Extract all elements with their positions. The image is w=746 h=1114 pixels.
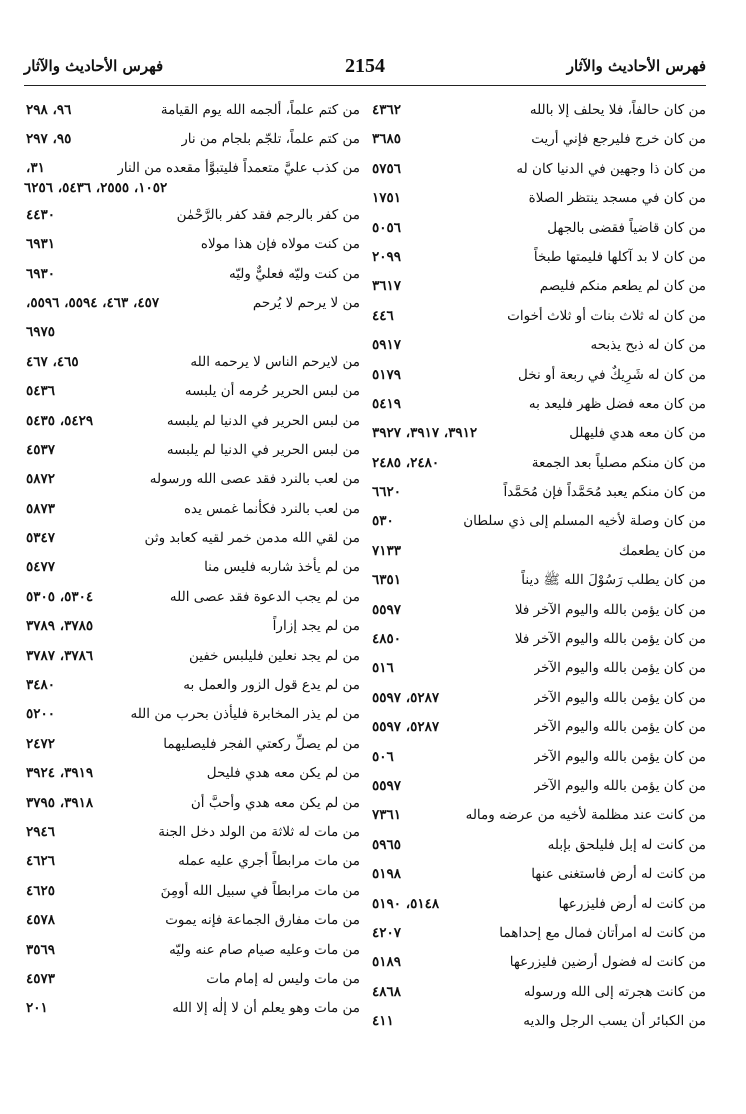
index-entry [24,818,360,847]
entry-text: من لايرحم الناس لا يرحمه الله [190,353,360,370]
header-rule [24,85,706,86]
entry-refs: ٥٣٠ [372,513,394,530]
entry-text: من كان يؤمن بالله واليوم الآخر [533,719,706,736]
index-entry [370,948,706,977]
entry-refs: ٤١١ [372,1013,394,1030]
index-entry [370,155,706,184]
index-entry [370,419,706,448]
index-entry [370,596,706,625]
index-entry [370,772,706,801]
entry-refs: ٥٩١٧ [372,337,402,354]
entry-text: من لبس الحرير في الدنيا لم يلبسه [166,412,360,429]
entry-text: من كانت له فضول أرضين فليزرعها [509,954,706,971]
entry-refs: ٩٦، ٢٩٨ [26,102,72,118]
index-entry [24,877,360,906]
entry-text: من كان قاضياً فقضى بالجهل [547,219,706,236]
index-entry [24,125,360,154]
index-entry [370,302,706,331]
index-entry [370,272,706,301]
entry-text: من كانت هجرته إلى الله ورسوله [523,983,706,1000]
entry-refs: ٤٨٥٠ [372,631,402,648]
entry-refs: ٥٥٩٧ [372,601,402,618]
entry-refs: ٦٣٥١ [372,572,402,589]
entry-text: من كان خرج فليرجع فإني أريت [531,131,706,148]
entry-text: من كان منكم مصلياً بعد الجمعة [531,454,706,471]
entry-text: من لم يكن معه هدي فليحل [206,765,360,782]
index-entry [24,465,360,494]
index-entry [24,671,360,700]
entry-text: من لقي الله مدمن خمر لقيه كعابد وثن [144,530,360,547]
index-entry [370,566,706,595]
header-title-right: فهرس الأحاديث والآثار [566,57,706,75]
entry-text: من لم يجد نعلين فليلبس خفين [189,647,360,664]
entry-refs: ٤٨٦٨ [372,983,402,1000]
index-entry [24,436,360,465]
entry-text: من مات وليس له إمام مات [206,970,360,987]
entry-refs: ٥٣٤٧ [26,530,56,547]
entry-refs: ٣١، [26,159,45,176]
index-entry [24,495,360,524]
entry-text: من مات مرابطاً أجري عليه عمله [178,853,360,870]
index-entry [24,906,360,935]
entry-text: من لم يكن معه هدي وأحبَّ أن [190,794,360,811]
entry-refs: ٥٢٨٧، ٥٥٩٧ [372,719,440,736]
entry-refs: ٤٥٧٣ [26,970,56,987]
entry-refs: ٥٧٥٦ [372,160,402,177]
entry-refs: ١٧٥١ [372,190,402,207]
entry-refs: ٥٩٦٥ [372,836,402,853]
page-header [24,52,706,80]
index-entry [24,348,360,377]
entry-refs: ٥٢٨٧، ٥٥٩٧ [372,689,440,706]
index-entry [370,361,706,390]
entry-text: من كانت له امرأتان فمال مع إحداهما [499,924,706,941]
entry-refs: ٧٣٦١ [372,807,402,824]
entry-text: من لعب بالنرد فكأنما غمس يده [183,500,360,517]
entry-refs: ٦٩٣١ [26,236,56,253]
index-entry [370,243,706,272]
index-entry [370,831,706,860]
entry-text: من مات له ثلاثة من الولد دخل الجنة [158,823,360,840]
entry-refs: ٤٣٦٢ [372,102,402,118]
index-entry [370,478,706,507]
index-entry [24,201,360,230]
entry-text: من كان معه فضل ظهر فليعد به [528,395,706,412]
entry-text: من كانت عند مظلمة لأخيه من عرضه وماله [465,807,706,824]
index-entry [370,654,706,683]
index-entry [24,318,360,347]
index-entry [24,524,360,553]
entry-refs: ٢٤٧٢ [26,735,56,752]
entry-refs: ٣٧٨٦، ٣٧٨٧ [26,647,94,664]
entry-text: من كان له ثلاث بنات أو ثلاث أخوات [507,307,706,324]
entry-text: من كان يؤمن بالله واليوم الآخر [533,660,706,677]
index-entry [370,96,706,125]
entry-text: من كان له شَرِيكٌ في ربعة أو نخل [518,366,706,383]
entry-text: من لعب بالنرد فقد عصى الله ورسوله [149,471,360,488]
entry-refs: ٥١٧٩ [372,366,402,383]
entry-refs: ٥١٤٨، ٥١٩٠ [372,895,440,912]
index-entry [24,230,360,259]
entry-refs: ٤٦٢٥ [26,882,56,899]
entry-text: من كانت له أرض فليزرعها [558,895,706,912]
entry-text: من كان يؤمن بالله واليوم الآخر [533,748,706,765]
entry-refs: ٦٩٧٥ [26,324,56,341]
entry-refs-continued: ١٠٥٢، ٢٥٥٥، ٥٤٣٦، ٦٢٥٦ [24,179,168,196]
index-entry [24,260,360,289]
entry-refs: ٥٤٧٧ [26,559,56,576]
index-entry [370,537,706,566]
entry-text: من كان يؤمن بالله واليوم الآخر فلا [514,631,706,648]
index-entry [370,713,706,742]
entry-text: من كان حالفاً، فلا يحلف إلا بالله [529,102,706,118]
index-entry [24,936,360,965]
entry-text: من كانت له إبل فليلحق بإبله [547,836,706,853]
index-entry [370,390,706,419]
index-entry [24,700,360,729]
entry-refs: ٤٢٠٧ [372,924,402,941]
entry-refs: ٥١٨٩ [372,954,402,971]
index-entry [370,125,706,154]
page-number: 2154 [345,54,385,77]
entry-text: من كان ذا وجهين في الدنيا كان له [516,160,706,177]
index-entry [24,642,360,671]
entry-text: من كان منكم يعبد مُحَمَّداً فإن مُحَمَّداً [503,484,706,501]
entry-text: من مات مفارق الجماعة فإنه يموت [165,912,360,929]
entry-refs: ٦٦٢٠ [372,484,402,501]
entry-refs: ٣٩١٨، ٣٧٩٥ [26,794,94,811]
index-entry [370,890,706,919]
entry-refs: ٢٠١ [26,1000,48,1017]
entry-refs: ٥٨٧٢ [26,471,56,488]
entry-text: من كان لا بد آكلها فليمتها طبخاً [533,248,706,265]
index-column-right [370,96,706,1037]
entry-refs: ٤٦٥، ٤٦٧ [26,353,79,370]
entry-refs: ٥٠٥٦ [372,219,402,236]
entry-refs: ٣٧٨٥، ٣٧٨٩ [26,618,94,635]
entry-text: من كان يؤمن بالله واليوم الآخر [533,777,706,794]
entry-text: من مات مرابطاً في سبيل الله أومِنَ [160,882,360,899]
index-entry [24,847,360,876]
entry-text: من لم يجب الدعوة فقد عصى الله [169,588,360,605]
index-entry [370,1007,706,1036]
index-entry [24,994,360,1023]
entry-text: من كان يطعمك [618,542,706,559]
index-entry [24,759,360,788]
entry-text: من مات وهو يعلم أن لا إلٰه إلا الله [172,1000,360,1017]
entry-text: من كان معه هدي فليهلل [569,425,706,442]
entry-refs: ٣٤٨٠ [26,677,56,694]
entry-refs: ٢٤٨٠، ٢٤٨٥ [372,454,440,471]
index-entry [24,612,360,641]
entry-text: من الكبائر أن يسب الرجل والديه [523,1013,706,1030]
entry-refs: ٥٢٠٠ [26,706,56,723]
entry-text: من كذب عليَّ متعمداً فليتبوَّأ مقعده من النار [117,159,360,176]
entry-refs: ٤٦٢٦ [26,853,56,870]
index-entry [370,684,706,713]
entry-text: من كان له ذبح يذبحه [590,337,706,354]
entry-text: من لم يدع قول الزور والعمل به [183,677,360,694]
entry-refs: ٥٥٩٧ [372,777,402,794]
entry-text: من لم يصلِّ ركعتي الفجر فليصليهما [163,735,360,752]
index-entry [370,919,706,948]
entry-refs: ٦٩٣٠ [26,265,56,282]
index-entry [370,331,706,360]
entry-text: من كفر بالرجم فقد كفر بالرَّحْمٰن [176,206,360,223]
entry-refs: ٢٩٤٦ [26,823,56,840]
entry-refs: ٥١٩٨ [372,866,402,883]
index-entry [370,743,706,772]
entry-refs: ٤٤٣٠ [26,206,56,223]
header-title-left: فهرس الأحاديث والآثار [24,57,164,75]
entry-refs: ٥٤١٩ [372,395,402,412]
entry-text: من كنت وليّه فعليٌّ وليّه [228,265,360,282]
entry-refs: ٥٠٦ [372,748,394,765]
entry-refs: ٣٩١٩، ٣٩٢٤ [26,765,94,782]
entry-text: من كان لم يطعم منكم فليصم [539,278,706,295]
entry-refs: ٩٥، ٢٩٧ [26,131,72,148]
index-entry [370,449,706,478]
index-entry [24,155,360,201]
entry-refs: ٥١٦ [372,660,394,677]
index-entry [370,801,706,830]
entry-refs: ٣٩١٢، ٣٩١٧، ٣٩٢٧ [372,425,478,442]
entry-text: من كان يطلب رَسُوْلَ الله ﷺ ديناً [521,572,706,589]
entry-refs: ٤٥٣٧ [26,441,56,458]
index-entry [24,965,360,994]
index-entry [24,730,360,759]
index-entry [24,553,360,582]
entry-text: من لبس الحرير في الدنيا لم يلبسه [166,441,360,458]
entry-refs: ٧١٣٣ [372,542,402,559]
entry-text: من كان وصلة لأخيه المسلم إلى ذي سلطان [463,513,706,530]
entry-refs: ٣٥٦٩ [26,941,56,958]
index-entry [370,184,706,213]
index-entry [370,507,706,536]
entry-text: من لم يأخذ شاربه فليس منا [204,559,360,576]
entry-refs: ٤٤٦ [372,307,394,324]
entry-text: من كانت له أرض فاستغنى عنها [531,866,706,883]
entry-refs: ٥٣٠٤، ٥٣٠٥ [26,588,94,605]
entry-refs: ٥٤٢٩، ٥٤٣٥ [26,412,94,429]
entry-text: من مات وعليه صيام صام عنه وليّه [169,941,360,958]
index-entry [24,407,360,436]
index-entry [370,860,706,889]
entry-text: من كتم علماً، تلجّم بلجام من نار [181,131,360,148]
index-entry [24,789,360,818]
index-entry [370,978,706,1007]
index-column-left [24,96,360,1024]
entry-text: من كتم علماً، ألجمه الله يوم القيامة [160,102,360,118]
entry-text: من لبس الحرير حُرمه أن يلبسه [184,383,360,400]
index-entry [370,625,706,654]
entry-refs: ٤٥٧٨ [26,912,56,929]
index-entry [24,96,360,125]
entry-text: من لم يذر المخابرة فليأذن بحرب من الله [130,706,360,723]
index-entry [24,583,360,612]
index-entry [24,289,360,318]
entry-text: من كان يؤمن بالله واليوم الآخر فلا [514,601,706,618]
entry-refs: ٣٦٨٥ [372,131,402,148]
entry-text: من كان يؤمن بالله واليوم الآخر [533,689,706,706]
index-entry [24,377,360,406]
index-entry [370,214,706,243]
entry-text: من لم يجد إزاراً [272,618,360,635]
entry-refs: ٤٥٧، ٤٦٣، ٥٥٩٤، ٥٥٩٦، [26,294,160,311]
entry-text: من كان في مسجد ينتظر الصلاة [528,190,706,207]
entry-refs: ٥٨٧٣ [26,500,56,517]
entry-text: من كنت مولاه فإن هذا مولاه [200,236,360,253]
entry-refs: ٥٤٣٦ [26,383,56,400]
entry-refs: ٢٠٩٩ [372,248,402,265]
entry-refs: ٣٦١٧ [372,278,402,295]
entry-text: من لا يرحم لا يُرحم [252,294,360,311]
